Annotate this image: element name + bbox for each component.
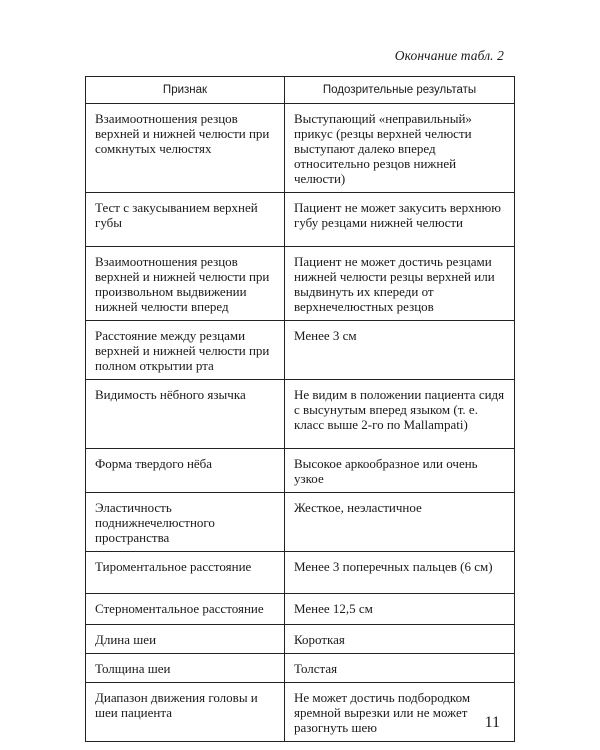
row-sign: Видимость нёбного язычка — [86, 380, 285, 449]
table-row — [86, 552, 515, 594]
row-sign: Тест с закусыванием верхней губы — [86, 193, 285, 247]
row-sign: Толщина шеи — [86, 654, 285, 683]
row-result: Высокое аркообразное или очень узкое — [285, 449, 515, 493]
table-header-row — [86, 77, 515, 104]
row-sign: Форма твердого нёба — [86, 449, 285, 493]
row-sign: Диапазон движения головы и шеи пациента — [86, 683, 285, 742]
table-row — [86, 654, 515, 683]
airway-assessment-table — [85, 76, 515, 742]
row-result: Не видим в положении пациента сидя с высунутым вперед языком (т. е. класс выше 2-го по Mallampati) — [285, 380, 515, 449]
page-number: 11 — [484, 714, 500, 731]
table-row — [86, 247, 515, 321]
table-row — [86, 625, 515, 654]
row-result: Пациент не может достичь резцами нижней челюсти резцы верхней или выдвинуть их кпереди от верхнечелюстных резцов — [285, 247, 515, 321]
table-row — [86, 594, 515, 625]
row-sign: Взаимоотношения резцов верхней и нижней челюсти при сомкнутых челюстях — [86, 104, 285, 193]
table-row — [86, 449, 515, 493]
row-sign: Длина шеи — [86, 625, 285, 654]
row-result: Менее 3 см — [285, 321, 515, 380]
row-sign: Расстояние между резцами верхней и нижней челюсти при полном открытии рта — [86, 321, 285, 380]
row-result: Пациент не может закусить верхнюю губу резцами нижней челюсти — [285, 193, 515, 247]
row-result: Не может достичь подбородком яремной вырезки или не может разогнуть шею — [285, 683, 515, 742]
table-row — [86, 683, 515, 742]
row-result: Менее 12,5 см — [285, 594, 515, 625]
row-result: Толстая — [285, 654, 515, 683]
row-result: Жесткое, неэластичное — [285, 493, 515, 552]
table-caption: Окончание табл. 2 — [394, 48, 504, 63]
row-sign: Тироментальное расстояние — [86, 552, 285, 594]
table-row — [86, 321, 515, 380]
row-result: Выступающий «неправильный» прикус (резцы верхней челюсти выступают далеко вперед относительно резцов нижней челюсти) — [285, 104, 515, 193]
table-row — [86, 380, 515, 449]
row-sign: Стерноментальное расстояние — [86, 594, 285, 625]
header-sign: Признак — [86, 77, 285, 104]
row-result: Короткая — [285, 625, 515, 654]
table-row — [86, 193, 515, 247]
header-result: Подозрительные результаты — [285, 77, 515, 104]
row-result: Менее 3 поперечных пальцев (6 см) — [285, 552, 515, 594]
row-sign: Эластичность поднижнечелюстного пространства — [86, 493, 285, 552]
table-row — [86, 493, 515, 552]
row-sign: Взаимоотношения резцов верхней и нижней челюсти при произвольном выдвижении нижней челюсти вперед — [86, 247, 285, 321]
table-row — [86, 104, 515, 193]
